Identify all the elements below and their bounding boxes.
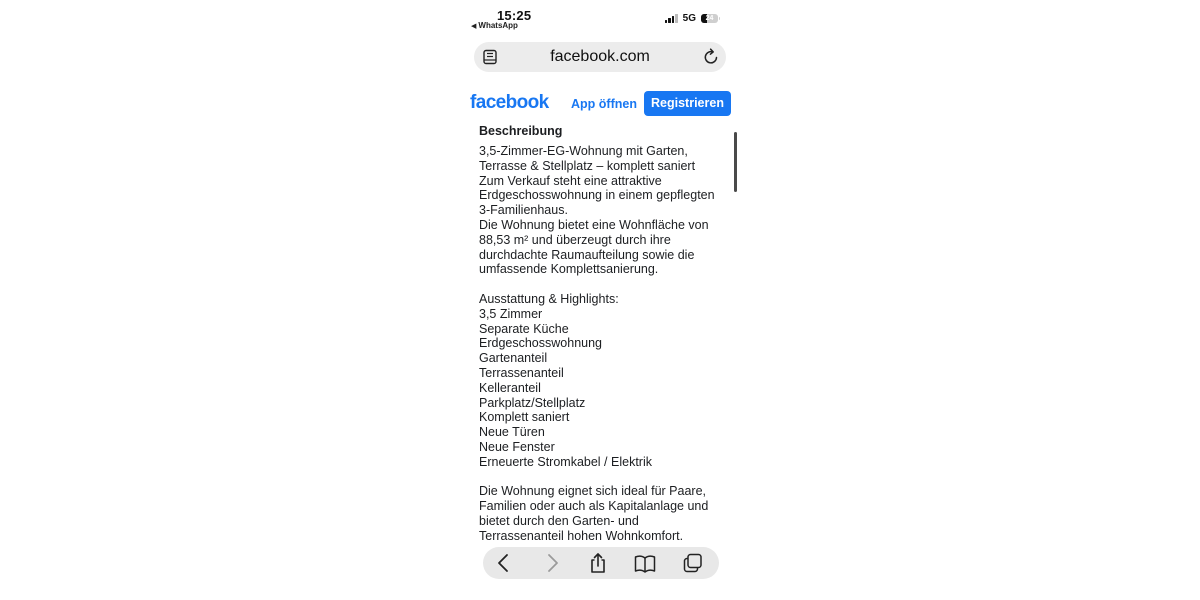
description-line: Die Wohnung eignet sich ideal für Paare, [479, 484, 706, 499]
battery-level: 24 [705, 15, 714, 22]
forward-icon[interactable] [541, 552, 563, 574]
description-line: Kelleranteil [479, 380, 541, 395]
description-line: Terrassenanteil [479, 365, 564, 380]
paragraph-gap [479, 470, 723, 485]
open-app-link[interactable]: App öffnen [571, 97, 637, 111]
tabs-icon[interactable] [682, 552, 704, 574]
battery-icon [701, 14, 718, 23]
description-line: Ausstattung & Highlights: [479, 291, 619, 306]
safari-toolbar [483, 547, 719, 579]
description-line: Terrasse & Stellplatz – komplett saniert [479, 158, 696, 173]
address-bar[interactable] [474, 42, 726, 72]
phone-screen [462, 0, 738, 600]
status-indicators [665, 13, 718, 24]
description-line: Komplett saniert [479, 410, 570, 425]
description-heading: Beschreibung [479, 124, 563, 138]
scrollbar[interactable] [734, 132, 737, 192]
signal-icon [665, 14, 678, 23]
paragraph-gap [479, 277, 723, 292]
network-type: 5G [682, 13, 696, 24]
description-text [479, 144, 723, 544]
description-line: Neue Fenster [479, 439, 555, 454]
description-line: Terrassenanteil hohen Wohnkomfort. [479, 528, 684, 543]
back-to-app-link[interactable] [471, 21, 518, 30]
description-line: umfassende Komplettsanierung. [479, 262, 659, 277]
back-icon[interactable] [493, 552, 515, 574]
url-text[interactable]: facebook.com [550, 48, 650, 65]
reload-icon[interactable] [702, 48, 720, 66]
back-triangle-icon: ◀ [471, 23, 477, 30]
description-line: Parkplatz/Stellplatz [479, 395, 586, 410]
description-line: durchdachte Raumaufteilung sowie die [479, 247, 695, 262]
description-line: Erneuerte Stromkabel / Elektrik [479, 454, 652, 469]
bookmarks-icon[interactable] [634, 552, 656, 574]
description-line: Separate Küche [479, 321, 569, 336]
description-line: Erdgeschosswohnung in einem gepflegten [479, 188, 715, 203]
register-button[interactable]: Registrieren [644, 91, 731, 116]
description-line: 3,5 Zimmer [479, 306, 543, 321]
share-icon[interactable] [587, 552, 609, 574]
description-line: Erdgeschosswohnung [479, 336, 602, 351]
description-line: bietet durch den Garten- und [479, 513, 639, 528]
back-app-label: WhatsApp [478, 21, 518, 30]
description-line: Gartenanteil [479, 351, 548, 366]
description-line: 3,5-Zimmer-EG-Wohnung mit Garten, [479, 144, 688, 158]
description-line: Die Wohnung bietet eine Wohnfläche von [479, 217, 709, 232]
description-line: 3-Familienhaus. [479, 203, 568, 218]
post-description [479, 124, 723, 544]
facebook-logo[interactable]: facebook [470, 92, 549, 113]
description-line: Neue Türen [479, 425, 545, 440]
description-line: Zum Verkauf steht eine attraktive [479, 173, 662, 188]
description-line: 88,53 m² und überzeugt durch ihre [479, 232, 671, 247]
status-time: 15:25 [497, 8, 532, 23]
description-line: Familien oder auch als Kapitalanlage und [479, 499, 709, 514]
